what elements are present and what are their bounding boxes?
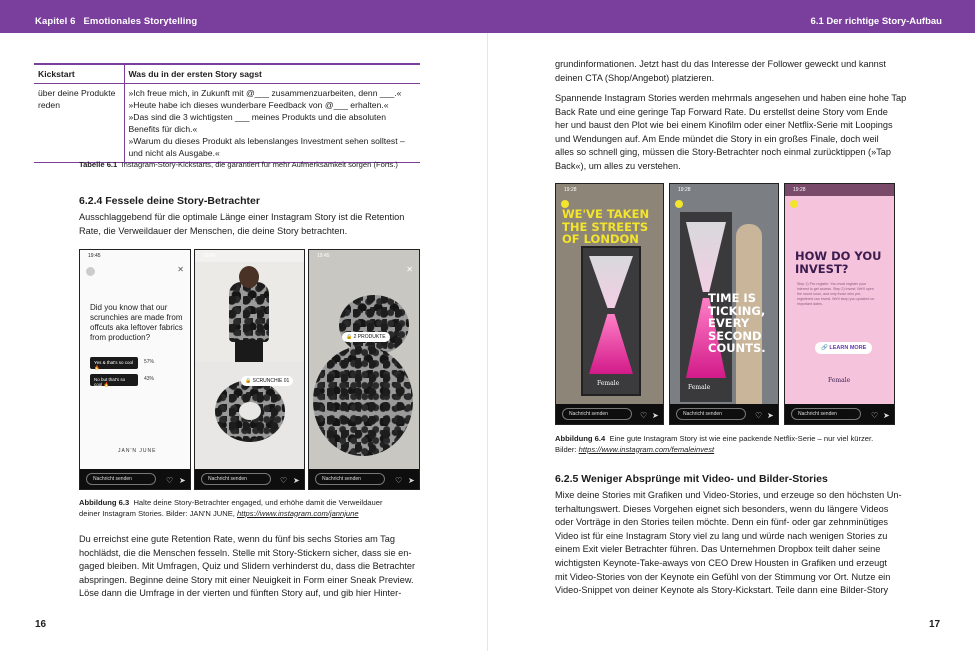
avatar bbox=[86, 267, 95, 276]
text-line: Ausschlaggebend für die optimale Länge einer Instagram Story ist die Retention bbox=[79, 212, 405, 222]
text-line: gaged bleiben. Mit Umfragen, Quiz und Slidern verhinderst du, dass die Betrachter bbox=[79, 561, 416, 572]
story-text: Did you know that our scrunchies are made from offcuts aka leftover fabrics from production? bbox=[90, 303, 183, 342]
text-line: Back«), um alles zu verstehen. bbox=[555, 160, 681, 171]
brand-logo: Female bbox=[688, 384, 711, 391]
send-icon: ➤ bbox=[408, 476, 415, 485]
text-line: deinen CTA (Shop/Angebot) platzieren. bbox=[555, 72, 715, 83]
brand-logo: Female bbox=[828, 377, 851, 384]
left-page bbox=[0, 33, 487, 651]
figure-caption bbox=[79, 498, 424, 519]
send-icon: ➤ bbox=[652, 411, 659, 420]
text-line: hochlädst, die die Menschen fesseln. Stelle mit Story-Stickern sicher, dass sie en- bbox=[79, 547, 412, 558]
cell-line: reden bbox=[38, 100, 60, 110]
text-line: und Wendungen auf. Am Ende mündet die Story in ein großes Finale, doch weil bbox=[555, 133, 879, 144]
story-screenshot-london bbox=[555, 183, 664, 425]
send-icon: ➤ bbox=[293, 476, 300, 485]
heart-icon: ♡ bbox=[755, 411, 763, 420]
text-line: abspringen. Beginne deine Story mit einer Neuigkeit in Form einer Sneak Preview. bbox=[79, 574, 414, 585]
table-cell bbox=[34, 84, 124, 163]
chapter-number: Kapitel 6 bbox=[35, 16, 76, 27]
section-heading: 6.2.4 Fessele deine Story-Betrachter bbox=[79, 195, 260, 207]
page-number: 17 bbox=[929, 619, 941, 630]
page-number: 16 bbox=[35, 619, 47, 630]
send-message-field: Nachricht senden bbox=[86, 473, 156, 485]
send-icon: ➤ bbox=[179, 476, 186, 485]
table-row bbox=[34, 84, 420, 163]
heart-icon: ♡ bbox=[871, 411, 879, 420]
heart-icon: ♡ bbox=[280, 476, 288, 485]
story-screenshot-products bbox=[308, 249, 420, 490]
caption-text: Instagram-Story-Kickstarts, die garantiert für mehr Aufmerksamkeit sorgen (Forts.) bbox=[121, 160, 398, 169]
body-paragraph bbox=[79, 533, 420, 601]
caption-label: Tabelle 6.1 bbox=[79, 160, 118, 169]
body-paragraph bbox=[555, 58, 896, 85]
text-line: Rate, die Verweildauer der Menschen, die deine Story betrachten. bbox=[79, 225, 348, 236]
left-running-head bbox=[35, 16, 197, 27]
cell-line: und nicht als Ausgabe.« bbox=[128, 148, 220, 158]
table-header-row bbox=[34, 64, 420, 84]
reply-bar bbox=[670, 404, 778, 424]
story-headline: HOW DO YOU INVEST? bbox=[795, 249, 882, 276]
story-headline: TIME IS TICKING, EVERY SECOND COUNTS. bbox=[708, 291, 766, 355]
status-bar: 19:28 bbox=[678, 187, 691, 193]
send-icon: ➤ bbox=[767, 411, 774, 420]
scrunchie-photo bbox=[339, 295, 409, 355]
status-bar: 19:45 bbox=[317, 253, 330, 259]
brand-name: JAN'N JUNE bbox=[118, 448, 157, 454]
section-heading: 6.2.5 Weniger Absprünge mit Video- und Bilder-Stories bbox=[555, 473, 828, 485]
poll-option: No but that's so cool 🔥 bbox=[90, 374, 138, 386]
heart-icon: ♡ bbox=[640, 411, 648, 420]
send-message-field: Nachricht senden bbox=[201, 473, 271, 485]
send-message-field: Nachricht senden bbox=[791, 408, 861, 420]
reply-bar bbox=[80, 469, 190, 489]
text-line: einem Exit vieler Betrachter führen. Das Unternehmen Dropbox teilt daher seine bbox=[555, 544, 881, 555]
caption-label: Abbildung 6.4 bbox=[555, 434, 606, 443]
brand-logo: Female bbox=[597, 380, 620, 387]
caption-text: Eine gute Instagram Story ist wie eine packende Netflix-Serie – nur viel kürzer. bbox=[609, 434, 874, 443]
text-line: Back Rate und eine geringe Tap Forward Rate. Du erstellst deine Story vom Ende bbox=[555, 106, 888, 117]
caption-label: Abbildung 6.3 bbox=[79, 498, 130, 507]
send-icon: ➤ bbox=[883, 411, 890, 420]
heart-icon: ♡ bbox=[166, 476, 174, 485]
text-line: Video ist für eine Instagram Story viel zu lang und würde nach wenigen Stories zu bbox=[555, 530, 888, 541]
cell-line: »Das sind die 3 wichtigsten ___ meines Produkts und die absoluten bbox=[128, 112, 386, 122]
close-icon: ✕ bbox=[177, 265, 184, 274]
text-line: Du erreichst eine gute Retention Rate, wenn du fünf bis sechs Stories am Tag bbox=[79, 534, 395, 544]
status-bar: 19:45 bbox=[88, 253, 101, 259]
body-paragraph bbox=[555, 92, 907, 174]
text-line: mit Video-Stories von der Keynote ein Gefühl von der Stimmung vor Ort. Nutze ein bbox=[555, 571, 891, 582]
story-body-text: Step 1) Pre-register: You must register your interest to get access. Step 2) Invest: We'll open the round soon, and only those who pre-registered can invest. We'll keep you updated on important dates. bbox=[797, 282, 875, 306]
product-sticker: 🔒 SCRUNCHIE 01 bbox=[241, 376, 293, 386]
cell-line: »Ich freue mich, in Zukunft mit @___ zusammenzuarbeiten, denn ___.« bbox=[128, 88, 402, 98]
body-paragraph bbox=[555, 489, 902, 598]
text-line: alles so schnell ging, müssen die Story-Betrachter noch einmal zurücktippen (»Tap bbox=[555, 147, 892, 158]
table-header-cell: Kickstart bbox=[34, 64, 124, 84]
poll-percent: 43% bbox=[144, 376, 155, 382]
model-photo bbox=[195, 262, 305, 362]
cell-line: über deine Produkte bbox=[38, 88, 116, 98]
status-bar: 19:28 bbox=[564, 187, 577, 193]
caption-text: deiner Instagram Stories. Bilder: JAN'N JUNE, bbox=[79, 508, 235, 518]
story-screenshot-model bbox=[194, 249, 305, 490]
text-line: Video-Snippet von deiner Keynote als Story-Kickstart. Teile dann eine Bilder-Story bbox=[555, 585, 889, 596]
product-sticker: 🔒 2 PRODUKTE bbox=[342, 332, 390, 342]
chapter-title: Emotionales Storytelling bbox=[83, 16, 198, 27]
story-screenshot-poll bbox=[79, 249, 191, 490]
text-line: Spannende Instagram Stories werden mehrmals angesehen und haben eine hohe Tap bbox=[555, 93, 907, 103]
cell-line: »Heute habe ich dieses wunderbare Feedback von @___ erhalten.« bbox=[128, 100, 389, 110]
caption-text: Bilder: bbox=[555, 444, 577, 454]
caption-link[interactable]: https://www.instagram.com/femaleinvest bbox=[578, 444, 715, 454]
hourglass-photo bbox=[581, 246, 641, 396]
send-message-field: Nachricht senden bbox=[315, 473, 385, 485]
reply-bar bbox=[195, 469, 304, 489]
intro-paragraph bbox=[79, 211, 420, 238]
figure-caption bbox=[555, 434, 900, 455]
caption-link[interactable]: https://www.instagram.com/jannjune bbox=[237, 508, 359, 518]
table-caption bbox=[79, 160, 398, 169]
table-header-cell: Was du in der ersten Story sagst bbox=[124, 64, 420, 84]
table-cell bbox=[124, 84, 420, 163]
reply-bar bbox=[785, 404, 894, 424]
reply-bar bbox=[309, 469, 419, 489]
scrunchie-photo bbox=[313, 346, 413, 456]
caption-text: Halte deine Story-Betrachter engaged, und erhöhe damit die Verweildauer bbox=[133, 498, 383, 507]
send-message-field: Nachricht senden bbox=[562, 408, 632, 420]
text-line: Löse dann die Umfrage in der vierten und fünften Story auf, und gib hier Hinter- bbox=[79, 588, 402, 599]
status-bar: 19:45 bbox=[203, 253, 216, 259]
text-line: grundinformationen. Jetzt hast du das Interesse der Follower geweckt und kannst bbox=[555, 59, 886, 69]
right-page bbox=[488, 33, 975, 651]
text-line: terhaltungswert. Dieses Vorgehen eignet sich besonders, wenn du längere Videos bbox=[555, 503, 889, 514]
kickstart-table bbox=[34, 63, 420, 163]
text-line: Mixe deine Stories mit Grafiken und Video-Stories, und erzeuge so den höchsten Un- bbox=[555, 490, 902, 500]
story-headline: WE'VE TAKEN THE STREETS OF LONDON bbox=[562, 207, 650, 246]
cell-line: »Warum du dieses Produkt als lebenslanges Investment sehen solltest – bbox=[128, 136, 405, 146]
avatar bbox=[790, 200, 798, 208]
learn-more-button[interactable]: 🔗 LEARN MORE bbox=[815, 342, 872, 354]
right-running-head: 6.1 Der richtige Story-Aufbau bbox=[810, 16, 942, 27]
text-line: oder Vorträge in den Stories teilen möchte. Denn ein fünf- oder gar zehnminütiges bbox=[555, 517, 888, 528]
story-screenshot-invest bbox=[784, 183, 895, 425]
poll-percent: 57% bbox=[144, 359, 155, 365]
text-line: her und baust den Plot wie bei einem Kinofilm oder einer Netflix-Serie mit Loopings bbox=[555, 120, 893, 131]
reply-bar bbox=[556, 404, 663, 424]
cell-line: Benefits für dich.« bbox=[128, 124, 198, 134]
heart-icon: ♡ bbox=[395, 476, 403, 485]
running-header bbox=[0, 0, 975, 33]
story-screenshot-ticking bbox=[669, 183, 779, 425]
text-line: wichtigsten Keynote-Take-aways von CEO Drew Housten in Grafiken und erzeugt bbox=[555, 557, 887, 568]
status-bar: 19:28 bbox=[785, 184, 894, 196]
avatar bbox=[675, 200, 683, 208]
close-icon: ✕ bbox=[406, 265, 413, 274]
send-message-field: Nachricht senden bbox=[676, 408, 746, 420]
poll-option: Yes & that's so cool 🔥 bbox=[90, 357, 138, 369]
